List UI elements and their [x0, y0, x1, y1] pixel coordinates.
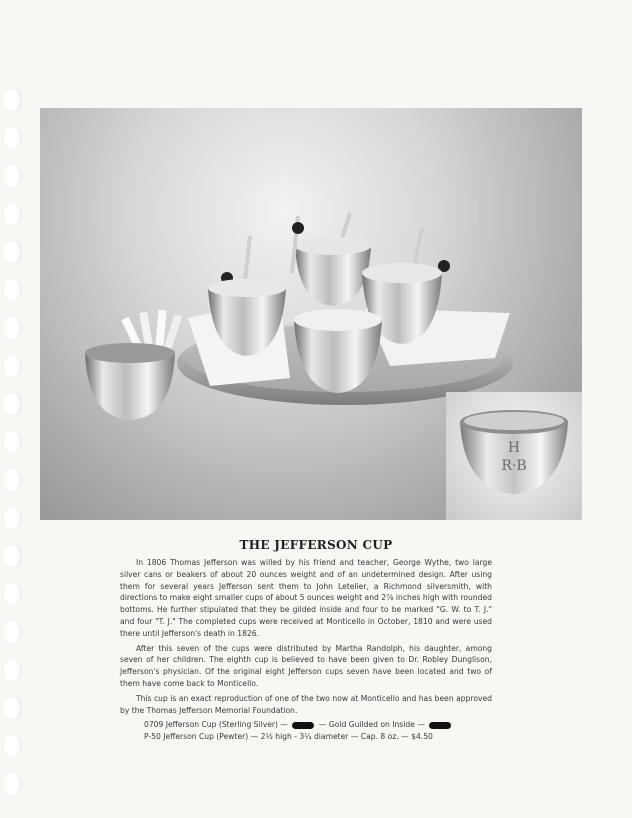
gold-lining-option: — Gold Guilded on Inside — — [318, 720, 425, 730]
redacted-price — [292, 722, 314, 729]
monogram-cup-inset — [446, 392, 582, 520]
binder-hole — [4, 126, 22, 150]
binder-hole — [4, 202, 22, 226]
binder-hole — [4, 278, 22, 302]
binder-hole — [4, 88, 22, 112]
binder-hole — [4, 354, 22, 378]
sterling-product-name: 0709 Jefferson Cup (Sterling Silver) — — [144, 720, 288, 730]
binder-hole — [4, 164, 22, 188]
binder-hole — [4, 620, 22, 644]
binder-hole — [4, 772, 22, 796]
binder-hole — [4, 658, 22, 682]
binder-hole — [4, 316, 22, 340]
description-text — [120, 557, 492, 743]
binder-hole — [4, 430, 22, 454]
monogram-initials: R·B — [501, 458, 527, 474]
binder-hole — [4, 696, 22, 720]
pewter-price-line: P-50 Jefferson Cup (Pewter) — 2½ high - 3¼ diameter — Cap. 8 oz. — $4.50 — [144, 732, 433, 742]
paragraph-distribution: After this seven of the cups were distributed by Martha Randolph, his daughter, among seven of her children. The eighth cup is believed to have been given to Dr. Robley Dunglison, Jefferson's physician. Of the original eight Jefferson cups seven have been located and two of them have come back to Monticello. — [120, 643, 492, 688]
monogrammed-cup-illustration — [446, 392, 582, 520]
redacted-price — [429, 722, 451, 729]
paragraph-reproduction: This cup is an exact reproduction of one of the two now at Monticello and has been approved by the Thomas Jefferson Memorial Foundation. — [120, 693, 492, 715]
binder-holes — [0, 40, 30, 800]
binder-hole — [4, 582, 22, 606]
binder-hole — [4, 734, 22, 758]
monogram-letter: H — [507, 440, 521, 456]
binder-hole — [4, 506, 22, 530]
page-title: THE JEFFERSON CUP — [239, 538, 393, 552]
paragraph-history: In 1806 Thomas Jefferson was willed by his friend and teacher, George Wythe, two large silver cans or beakers of about 20 ounces weight and of an undetermined design. After using them for several years Jefferson sent them to John Letelier, a Richmond silversmith, with directions to make eight smaller cups of about 5 ounces weight and 2⅞ inches high with rounded bottoms. He further stipulated that they be gilded inside and four to be marked "G. W. to T. J." and four "T. J." The completed cups were received at Monticello in October, 1810 and were used there until Jefferson's death in 1826. — [120, 558, 492, 638]
cup-with-straws — [85, 310, 182, 420]
binder-hole — [4, 468, 22, 492]
binder-hole — [4, 392, 22, 416]
sterling-price-line — [144, 719, 492, 731]
cup-back-center — [295, 213, 371, 306]
binder-hole — [4, 240, 22, 264]
